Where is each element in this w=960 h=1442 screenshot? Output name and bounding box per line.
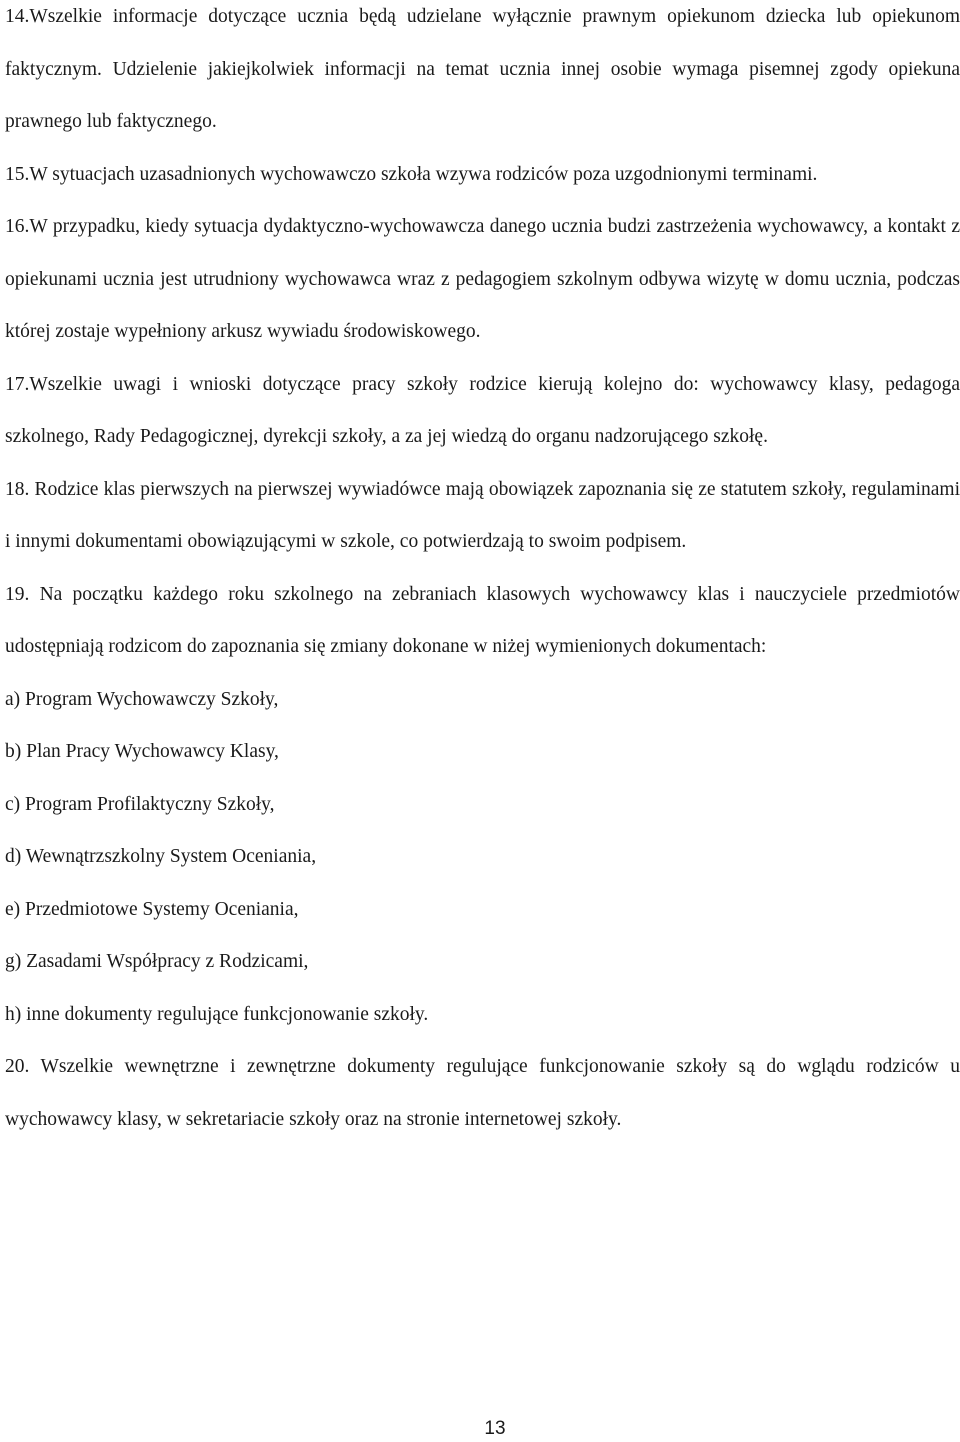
paragraph-19: 19. Na początku każdego roku szkolnego na zebraniach klasowych wychowawcy klas i nauczyciele przedmiotów udostępniają rodzicom do zapoznania się zmiany dokonane w niżej wymienionych dokumentach: [5,583,960,657]
list-item: b) Plan Pracy Wychowawcy Klasy, [5,741,279,762]
paragraph-17: 17.Wszelkie uwagi i wnioski dotyczące pracy szkoły rodzice kierują kolejno do: wychowawcy klasy, pedagoga szkolnego, Rady Pedagogicznej, dyrekcji szkoły, a za jej wiedzą do organu nadzorującego szkołę. [5,373,960,447]
paragraph-14: 14.Wszelkie informacje dotyczące ucznia będą udzielane wyłącznie prawnym opiekunom dziecka lub opiekunom faktycznym. Udzielenie jakiejkolwiek informacji na temat ucznia innej osobie wymaga pisemnej zgody opiekuna prawnego lub faktycznego. [5,6,960,132]
list-item: g) Zasadami Współpracy z Rodzicami, [5,951,309,972]
paragraph-18: 18. Rodzice klas pierwszych na pierwszej wywiadówce mają obowiązek zapoznania się ze statutem szkoły, regulaminami i innymi dokumentami obowiązującymi w szkole, co potwierdzają to swoim podpisem. [5,478,960,552]
paragraph-15: 15.W sytuacjach uzasadnionych wychowawczo szkoła wzywa rodziców poza uzgodnionymi terminami. [5,163,818,185]
list-item: a) Program Wychowawczy Szkoły, [5,688,279,710]
list-item: h) inne dokumenty regulujące funkcjonowanie szkoły. [5,1003,429,1025]
paragraph-20: 20. Wszelkie wewnętrzne i zewnętrzne dokumenty regulujące funkcjonowanie szkoły są do wglądu rodziców u wychowawcy klasy, w sekretariacie szkoły oraz na stronie internetowej szkoły. [5,1056,960,1130]
paragraph-16: 16.W przypadku, kiedy sytuacja dydaktyczno-wychowawcza danego ucznia budzi zastrzeżenia wychowawcy, a kontakt z opiekunami ucznia jest utrudniony wychowawca wraz z pedagogiem szkolnym odbywa wizytę w domu ucznia, podczas której zostaje wypełniony arkusz wywiadu środowiskowego. [5,216,960,342]
list-item: d) Wewnątrzszkolny System Oceniania, [5,846,317,867]
list-item: e) Przedmiotowe Systemy Oceniania, [5,898,299,920]
list-item: c) Program Profilaktyczny Szkoły, [5,793,275,815]
document-list [5,674,960,1042]
page-number: 13 [484,1418,506,1439]
document-body [5,0,960,1146]
